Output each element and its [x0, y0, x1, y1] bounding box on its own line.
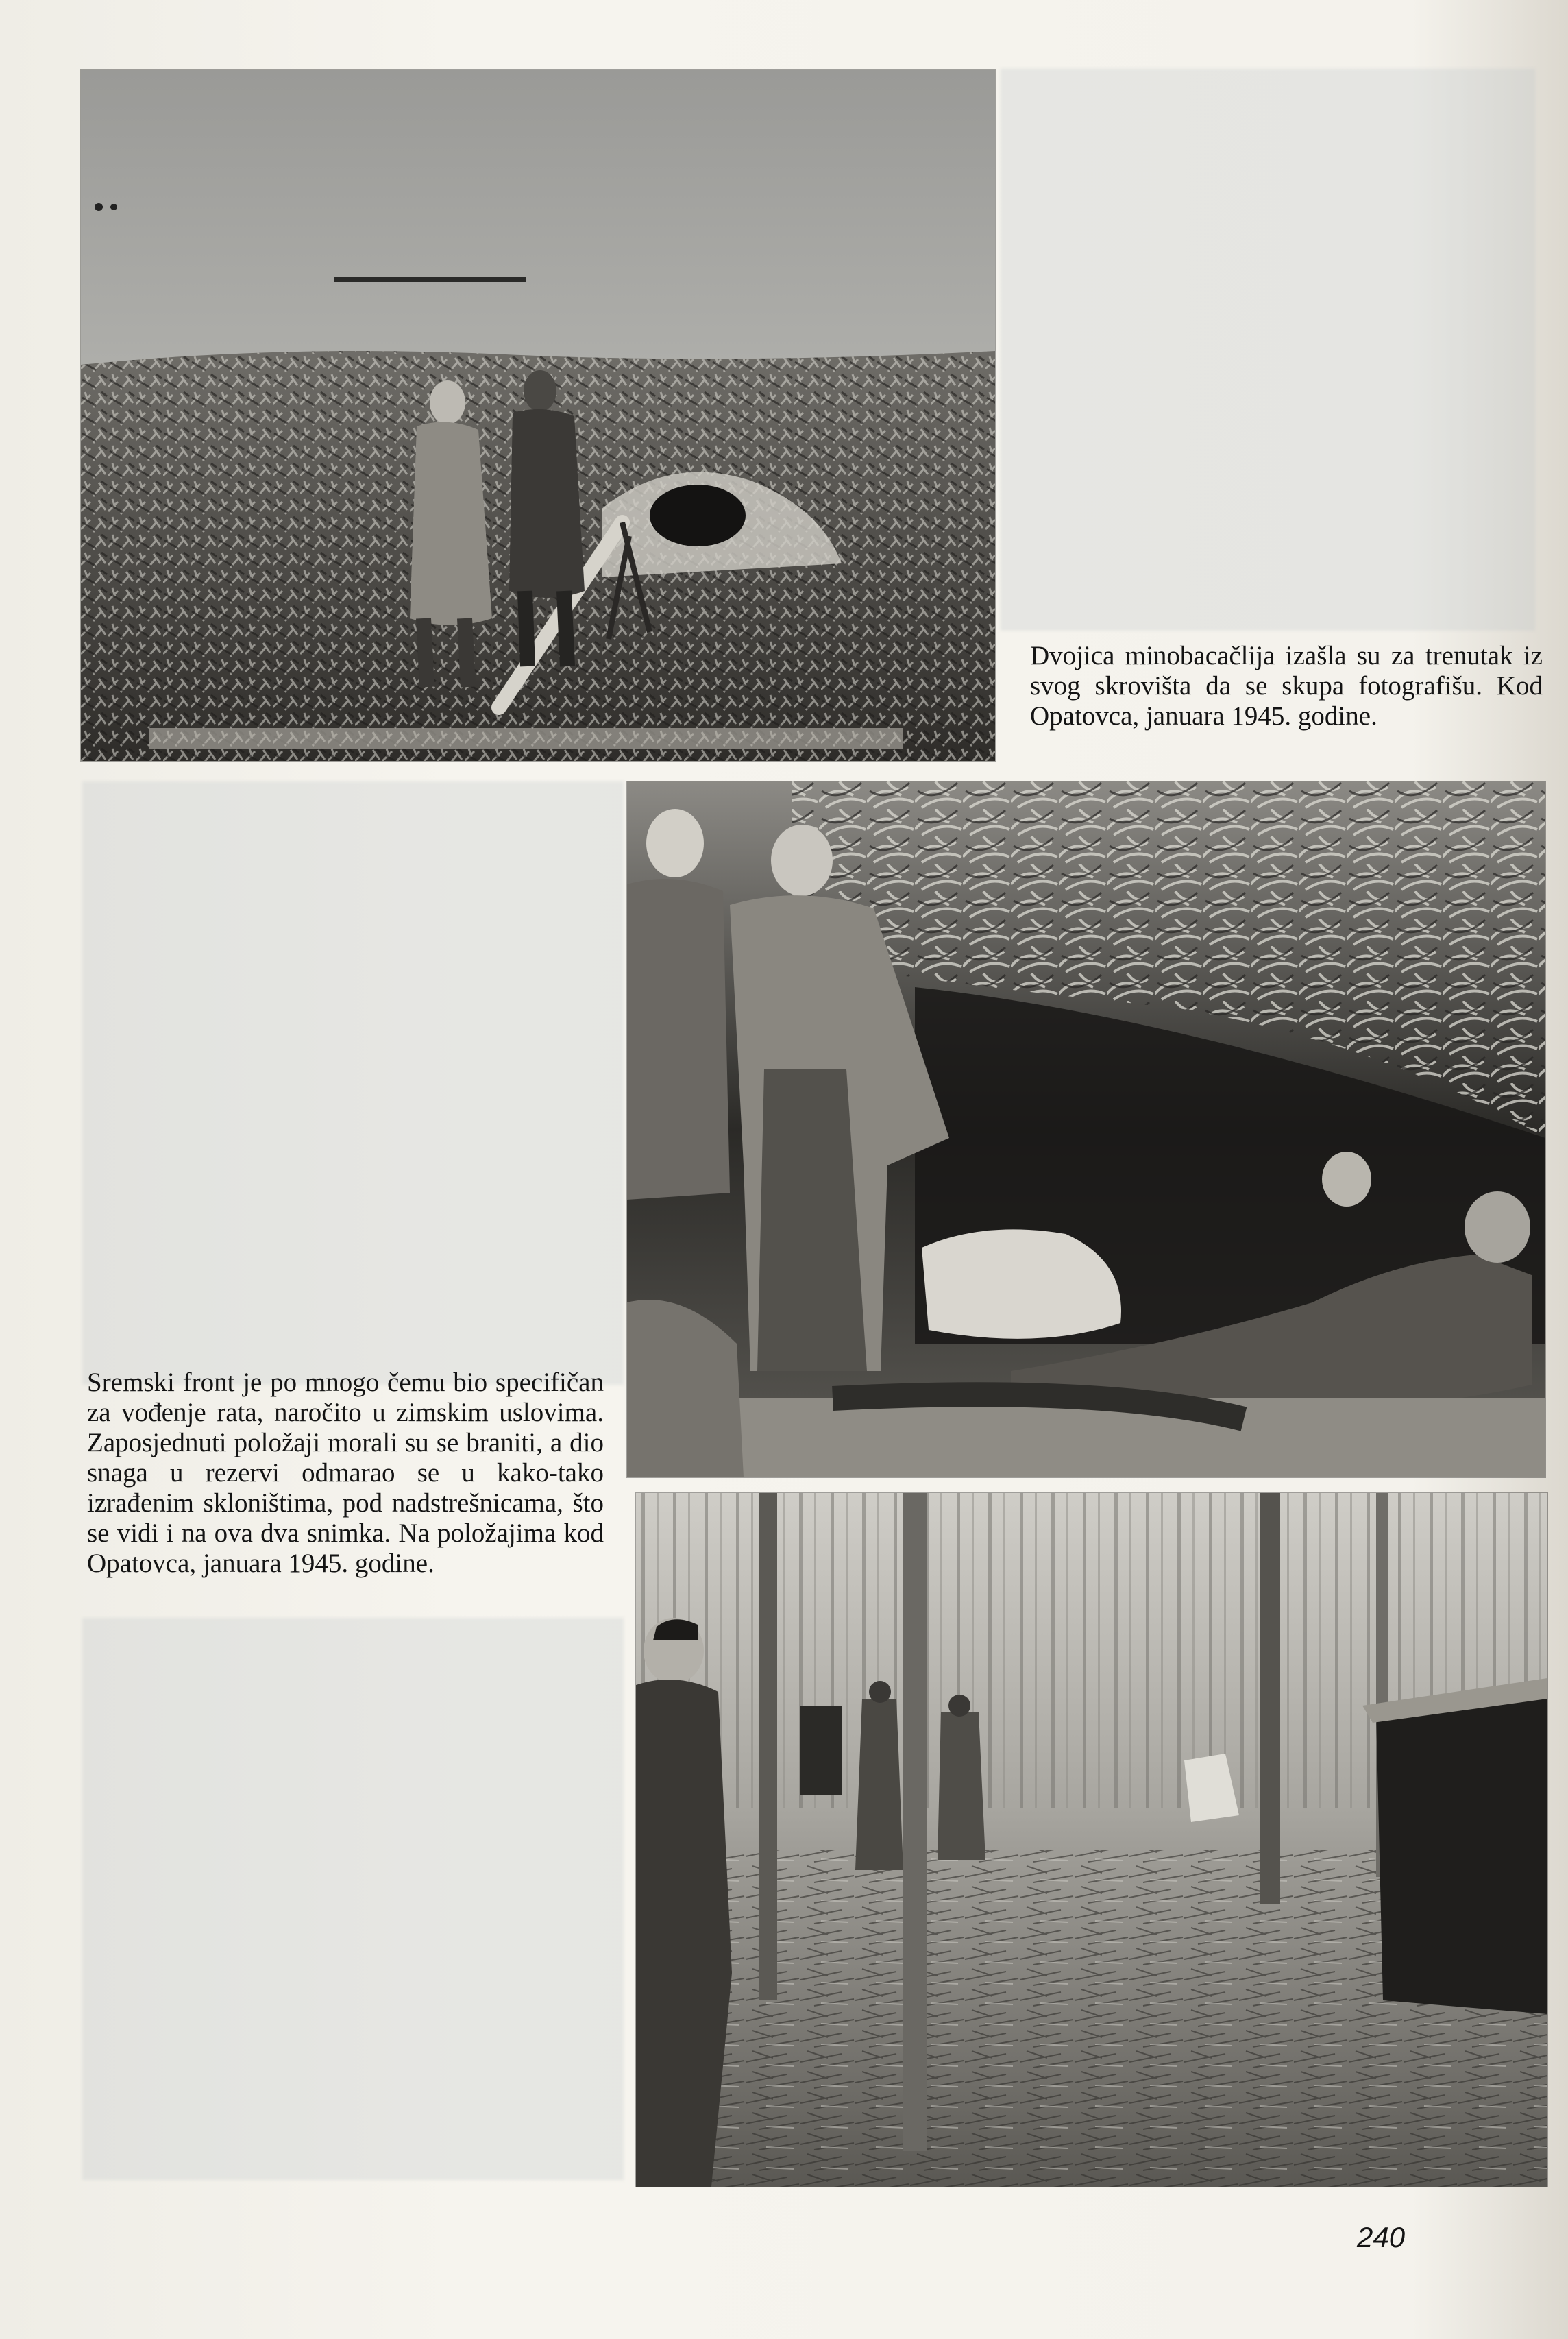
- photo-mortar-crew: [81, 70, 995, 761]
- caption-mortar-crew-text: Dvojica minobacačlija izašla su za trenutak iz svog skrovišta da se skupa fotografišu. Kod Opatovca, januara 1945. godine.: [1030, 641, 1543, 731]
- photo-shelter-soldiers: [627, 781, 1545, 1477]
- caption-srem-front-text: Sremski front je po mnogo čemu bio specifičan za vođenje rata, naročito u zimskim uslovima. Zaposjednuti položaji morali su se braniti, a dio snaga u rezervi odmarao se u kako-tako izrađenim skloništima, pod nadstrešnicama, što se vidi i na ova dva snimka. Na položajima kod Opatovca, januara 1945. godine.: [87, 1368, 604, 1578]
- page-number: 240: [1357, 2221, 1406, 2253]
- show-through-right-top: [1001, 69, 1535, 631]
- caption-srem-front: [87, 1368, 604, 1579]
- caption-mortar-crew: [1030, 641, 1543, 731]
- show-through-left-mid: [82, 781, 624, 1385]
- photo-mortar-crew-image: [81, 70, 995, 761]
- show-through-left-bottom: [82, 1618, 624, 2180]
- photo-shelter-soldiers-image: [627, 781, 1545, 1477]
- photo-forest-camp: [636, 1493, 1547, 2187]
- photo-forest-camp-image: [636, 1493, 1547, 2187]
